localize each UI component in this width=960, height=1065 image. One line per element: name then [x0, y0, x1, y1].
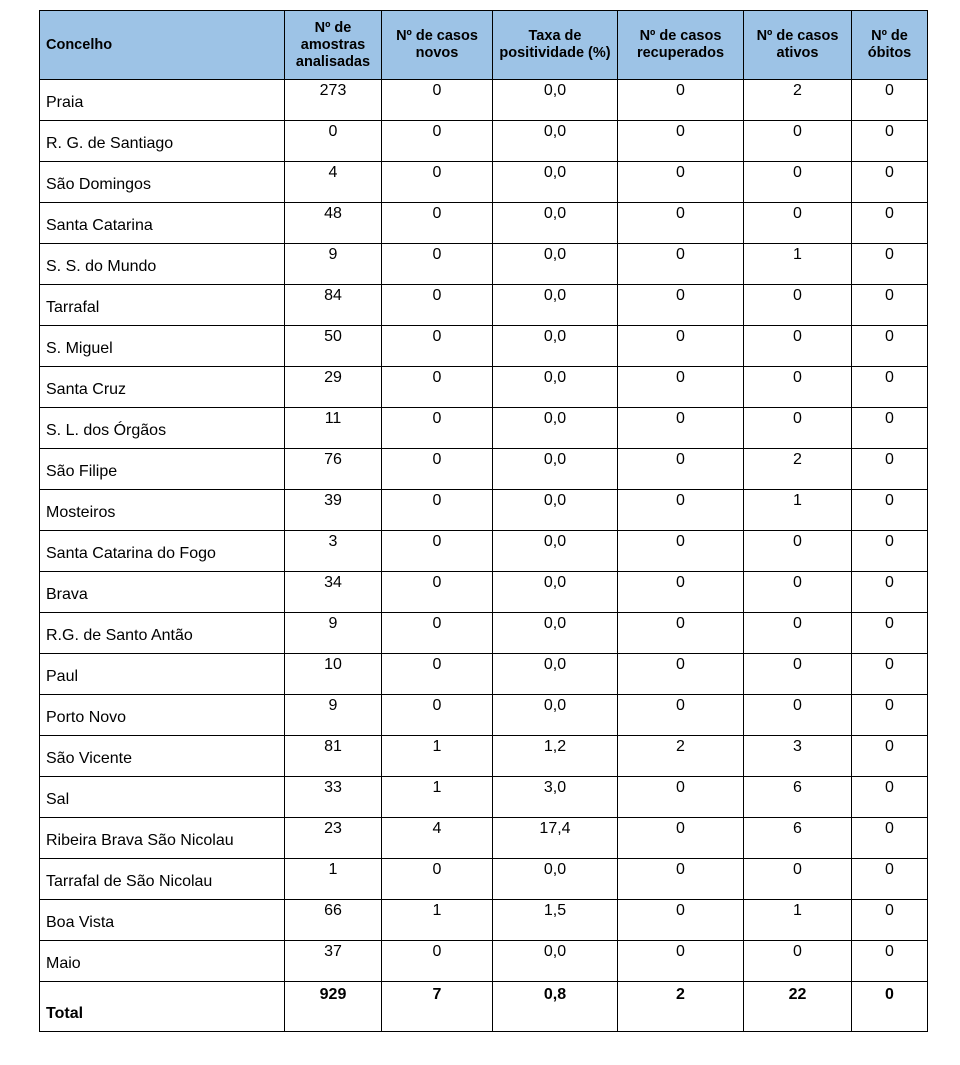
cell-positivity-rate: 0,0: [493, 80, 618, 121]
cell-concelho: São Filipe: [40, 449, 285, 490]
table-row: [40, 326, 928, 367]
cell-concelho: R. G. de Santiago: [40, 121, 285, 162]
cell-recovered: 0: [618, 695, 744, 736]
total-positivity-rate: 0,8: [493, 982, 618, 1032]
covid-municipality-table: [39, 10, 928, 1032]
cell-new-cases: 0: [382, 449, 493, 490]
cell-concelho: R.G. de Santo Antão: [40, 613, 285, 654]
header-new-cases: Nº de casos novos: [382, 11, 493, 80]
cell-concelho: Praia: [40, 80, 285, 121]
table-row: [40, 162, 928, 203]
table-row: [40, 900, 928, 941]
cell-active: 0: [744, 408, 852, 449]
table-row: [40, 449, 928, 490]
cell-recovered: 0: [618, 121, 744, 162]
cell-deaths: 0: [852, 80, 928, 121]
cell-active: 0: [744, 695, 852, 736]
cell-concelho: S. S. do Mundo: [40, 244, 285, 285]
cell-recovered: 0: [618, 572, 744, 613]
cell-new-cases: 0: [382, 654, 493, 695]
cell-concelho: Santa Catarina: [40, 203, 285, 244]
cell-deaths: 0: [852, 695, 928, 736]
cell-deaths: 0: [852, 572, 928, 613]
cell-active: 1: [744, 900, 852, 941]
cell-recovered: 0: [618, 941, 744, 982]
cell-recovered: 2: [618, 736, 744, 777]
cell-recovered: 0: [618, 285, 744, 326]
header-concelho: Concelho: [40, 11, 285, 80]
cell-recovered: 0: [618, 490, 744, 531]
cell-deaths: 0: [852, 326, 928, 367]
cell-active: 0: [744, 162, 852, 203]
cell-new-cases: 1: [382, 900, 493, 941]
cell-concelho: S. Miguel: [40, 326, 285, 367]
table-row: [40, 859, 928, 900]
cell-active: 6: [744, 818, 852, 859]
cell-samples: 33: [285, 777, 382, 818]
cell-positivity-rate: 0,0: [493, 162, 618, 203]
cell-deaths: 0: [852, 613, 928, 654]
cell-recovered: 0: [618, 408, 744, 449]
cell-recovered: 0: [618, 80, 744, 121]
cell-positivity-rate: 0,0: [493, 613, 618, 654]
cell-recovered: 0: [618, 654, 744, 695]
total-row: [40, 982, 928, 1032]
table-row: [40, 490, 928, 531]
cell-active: 0: [744, 572, 852, 613]
cell-new-cases: 0: [382, 244, 493, 285]
cell-new-cases: 0: [382, 162, 493, 203]
cell-deaths: 0: [852, 900, 928, 941]
cell-concelho: Brava: [40, 572, 285, 613]
table-row: [40, 121, 928, 162]
cell-positivity-rate: 0,0: [493, 531, 618, 572]
cell-active: 0: [744, 941, 852, 982]
cell-active: 2: [744, 80, 852, 121]
cell-active: 0: [744, 859, 852, 900]
cell-concelho: Paul: [40, 654, 285, 695]
cell-samples: 10: [285, 654, 382, 695]
table-row: [40, 818, 928, 859]
cell-recovered: 0: [618, 900, 744, 941]
cell-deaths: 0: [852, 121, 928, 162]
cell-samples: 29: [285, 367, 382, 408]
cell-positivity-rate: 1,5: [493, 900, 618, 941]
cell-samples: 37: [285, 941, 382, 982]
cell-samples: 66: [285, 900, 382, 941]
cell-recovered: 0: [618, 449, 744, 490]
total-active: 22: [744, 982, 852, 1032]
cell-positivity-rate: 0,0: [493, 449, 618, 490]
cell-samples: 84: [285, 285, 382, 326]
cell-concelho: São Vicente: [40, 736, 285, 777]
cell-concelho: Boa Vista: [40, 900, 285, 941]
table-row: [40, 613, 928, 654]
cell-recovered: 0: [618, 531, 744, 572]
cell-deaths: 0: [852, 162, 928, 203]
cell-active: 1: [744, 490, 852, 531]
cell-positivity-rate: 0,0: [493, 572, 618, 613]
cell-positivity-rate: 0,0: [493, 244, 618, 285]
cell-deaths: 0: [852, 244, 928, 285]
cell-deaths: 0: [852, 777, 928, 818]
cell-active: 2: [744, 449, 852, 490]
cell-positivity-rate: 0,0: [493, 367, 618, 408]
cell-new-cases: 1: [382, 736, 493, 777]
cell-samples: 273: [285, 80, 382, 121]
cell-positivity-rate: 0,0: [493, 408, 618, 449]
cell-deaths: 0: [852, 285, 928, 326]
cell-active: 0: [744, 531, 852, 572]
cell-new-cases: 0: [382, 490, 493, 531]
cell-samples: 9: [285, 613, 382, 654]
cell-positivity-rate: 0,0: [493, 203, 618, 244]
cell-samples: 9: [285, 244, 382, 285]
total-new-cases: 7: [382, 982, 493, 1032]
cell-new-cases: 4: [382, 818, 493, 859]
cell-concelho: Santa Cruz: [40, 367, 285, 408]
header-deaths: Nº de óbitos: [852, 11, 928, 80]
table-row: [40, 244, 928, 285]
cell-positivity-rate: 0,0: [493, 654, 618, 695]
cell-active: 0: [744, 326, 852, 367]
cell-samples: 11: [285, 408, 382, 449]
cell-active: 0: [744, 285, 852, 326]
header-positivity-rate: Taxa de positividade (%): [493, 11, 618, 80]
header-recovered: Nº de casos recuperados: [618, 11, 744, 80]
cell-new-cases: 0: [382, 695, 493, 736]
cell-positivity-rate: 0,0: [493, 695, 618, 736]
cell-deaths: 0: [852, 736, 928, 777]
cell-active: 6: [744, 777, 852, 818]
cell-positivity-rate: 0,0: [493, 859, 618, 900]
cell-samples: 76: [285, 449, 382, 490]
cell-concelho: São Domingos: [40, 162, 285, 203]
cell-samples: 50: [285, 326, 382, 367]
table-row: [40, 736, 928, 777]
total-deaths: 0: [852, 982, 928, 1032]
total-recovered: 2: [618, 982, 744, 1032]
cell-deaths: 0: [852, 654, 928, 695]
cell-new-cases: 0: [382, 367, 493, 408]
cell-recovered: 0: [618, 244, 744, 285]
cell-deaths: 0: [852, 859, 928, 900]
cell-new-cases: 0: [382, 613, 493, 654]
total-label: Total: [40, 982, 285, 1032]
cell-recovered: 0: [618, 367, 744, 408]
cell-concelho: Maio: [40, 941, 285, 982]
cell-samples: 3: [285, 531, 382, 572]
cell-deaths: 0: [852, 531, 928, 572]
cell-positivity-rate: 0,0: [493, 941, 618, 982]
cell-samples: 48: [285, 203, 382, 244]
cell-active: 1: [744, 244, 852, 285]
cell-concelho: Mosteiros: [40, 490, 285, 531]
cell-samples: 4: [285, 162, 382, 203]
cell-positivity-rate: 3,0: [493, 777, 618, 818]
cell-concelho: Tarrafal: [40, 285, 285, 326]
cell-deaths: 0: [852, 818, 928, 859]
cell-recovered: 0: [618, 818, 744, 859]
cell-new-cases: 0: [382, 326, 493, 367]
cell-new-cases: 1: [382, 777, 493, 818]
cell-samples: 1: [285, 859, 382, 900]
cell-recovered: 0: [618, 162, 744, 203]
cell-deaths: 0: [852, 941, 928, 982]
cell-active: 0: [744, 367, 852, 408]
cell-concelho: S. L. dos Órgãos: [40, 408, 285, 449]
cell-deaths: 0: [852, 490, 928, 531]
table-row: [40, 80, 928, 121]
cell-recovered: 0: [618, 613, 744, 654]
cell-deaths: 0: [852, 203, 928, 244]
cell-positivity-rate: 0,0: [493, 121, 618, 162]
cell-recovered: 0: [618, 859, 744, 900]
cell-concelho: Tarrafal de São Nicolau: [40, 859, 285, 900]
cell-positivity-rate: 0,0: [493, 490, 618, 531]
cell-recovered: 0: [618, 777, 744, 818]
cell-new-cases: 0: [382, 531, 493, 572]
cell-samples: 0: [285, 121, 382, 162]
cell-new-cases: 0: [382, 121, 493, 162]
cell-deaths: 0: [852, 449, 928, 490]
table-row: [40, 285, 928, 326]
cell-new-cases: 0: [382, 941, 493, 982]
cell-concelho: Porto Novo: [40, 695, 285, 736]
cell-new-cases: 0: [382, 285, 493, 326]
cell-deaths: 0: [852, 367, 928, 408]
table-row: [40, 203, 928, 244]
cell-recovered: 0: [618, 203, 744, 244]
table-row: [40, 367, 928, 408]
header-samples: Nº de amostras analisadas: [285, 11, 382, 80]
cell-new-cases: 0: [382, 408, 493, 449]
total-samples: 929: [285, 982, 382, 1032]
cell-active: 0: [744, 613, 852, 654]
cell-concelho: Santa Catarina do Fogo: [40, 531, 285, 572]
cell-samples: 23: [285, 818, 382, 859]
table-row: [40, 695, 928, 736]
cell-positivity-rate: 0,0: [493, 326, 618, 367]
cell-concelho: Ribeira Brava São Nicolau: [40, 818, 285, 859]
cell-samples: 39: [285, 490, 382, 531]
cell-active: 0: [744, 654, 852, 695]
cell-active: 0: [744, 203, 852, 244]
cell-deaths: 0: [852, 408, 928, 449]
table-row: [40, 941, 928, 982]
cell-positivity-rate: 1,2: [493, 736, 618, 777]
cell-positivity-rate: 0,0: [493, 285, 618, 326]
cell-samples: 9: [285, 695, 382, 736]
cell-new-cases: 0: [382, 572, 493, 613]
table-header-row: [40, 11, 928, 80]
cell-new-cases: 0: [382, 859, 493, 900]
table-row: [40, 654, 928, 695]
table-row: [40, 408, 928, 449]
cell-new-cases: 0: [382, 80, 493, 121]
cell-samples: 81: [285, 736, 382, 777]
cell-positivity-rate: 17,4: [493, 818, 618, 859]
cell-active: 0: [744, 121, 852, 162]
cell-new-cases: 0: [382, 203, 493, 244]
table-row: [40, 572, 928, 613]
table-row: [40, 777, 928, 818]
cell-concelho: Sal: [40, 777, 285, 818]
table-row: [40, 531, 928, 572]
cell-recovered: 0: [618, 326, 744, 367]
cell-active: 3: [744, 736, 852, 777]
header-active: Nº de casos ativos: [744, 11, 852, 80]
cell-samples: 34: [285, 572, 382, 613]
